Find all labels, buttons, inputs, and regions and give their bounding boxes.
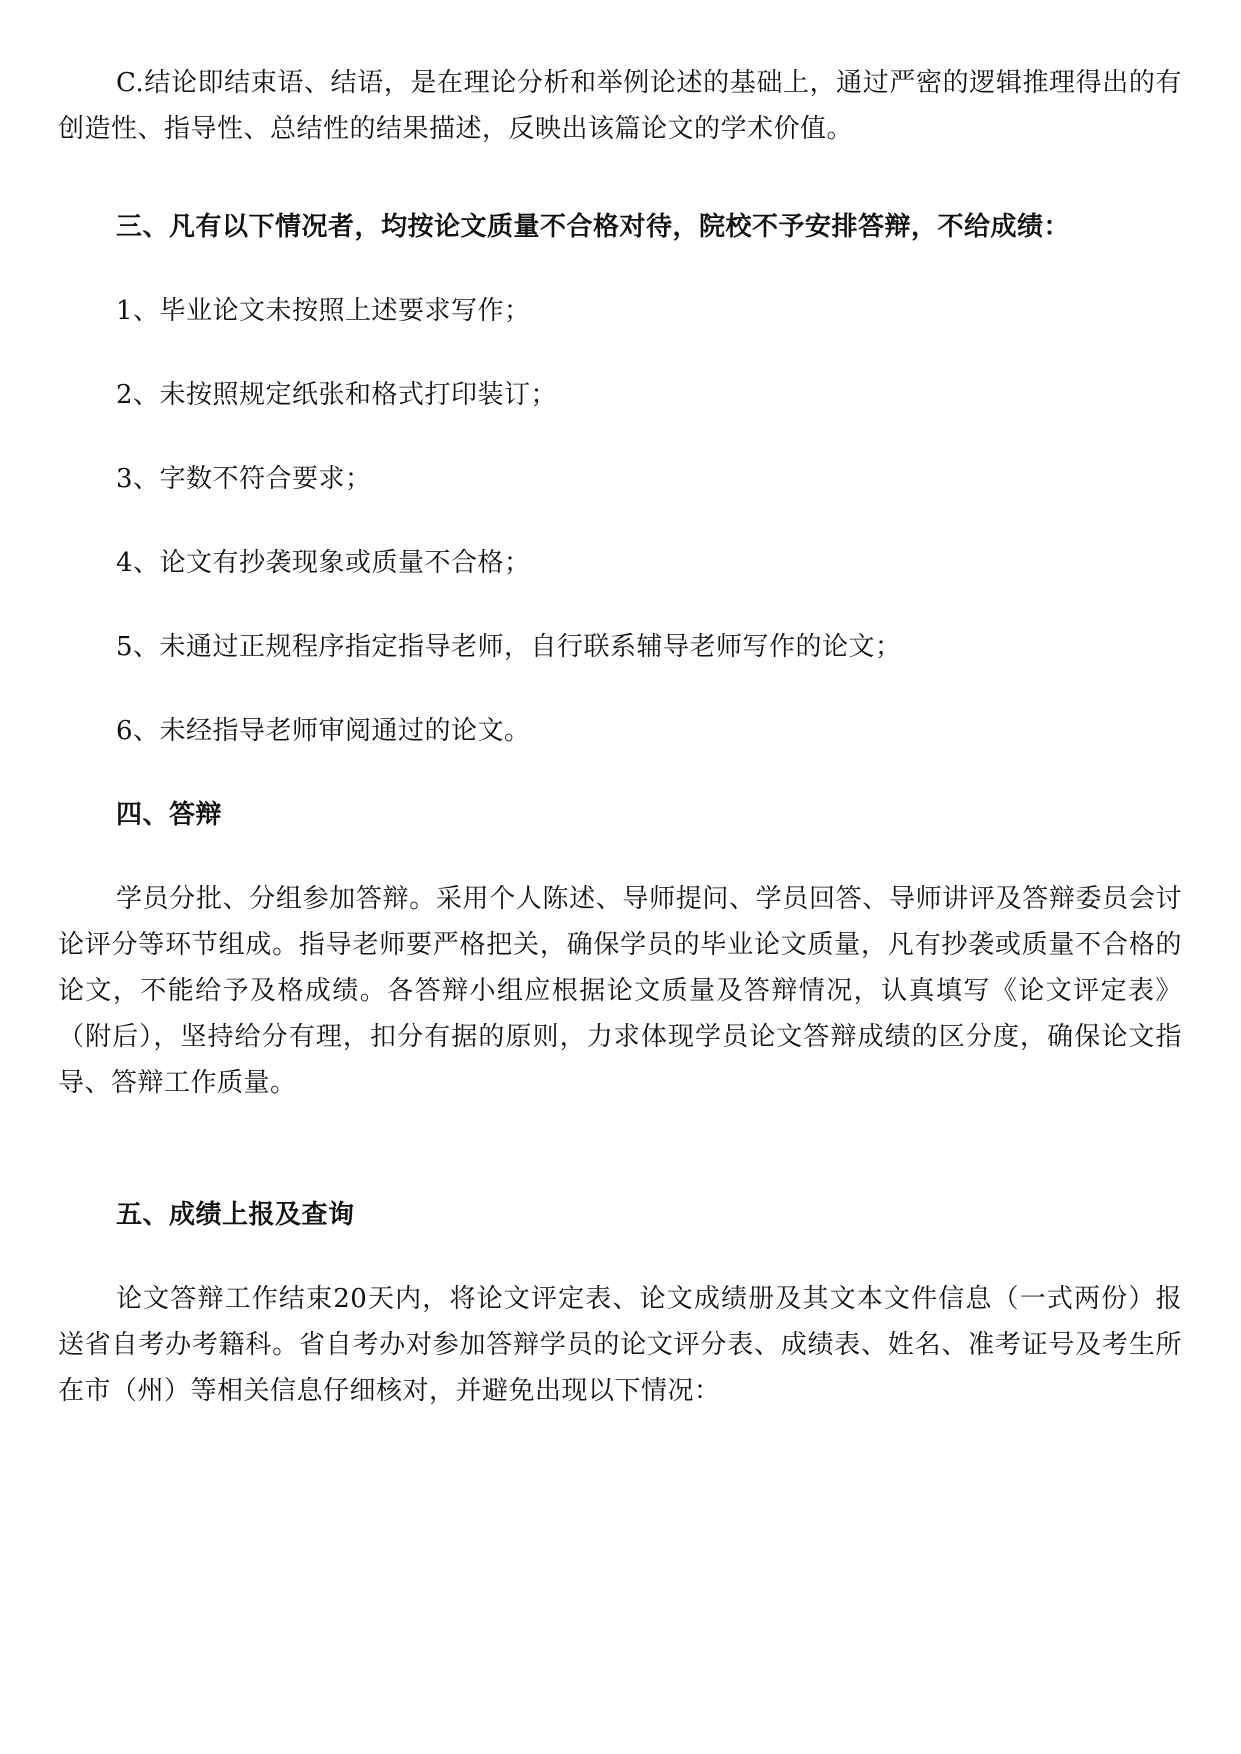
section-three-item-4: 4、论文有抄袭现象或质量不合格； [116,548,531,578]
section-three-item-2: 2、未按照规定纸张和格式打印装订； [116,380,558,410]
paragraph-conclusion: C.结论即结束语、结语，是在理论分析和举例论述的基础上，通过严密的逻辑推理得出的有创造性、指导性、总结性的结果描述，反映出该篇论文的学术价值。 [58,68,1182,144]
section-five-heading: 五、成绩上报及查询 [116,1200,355,1230]
section-four-body: 学员分批、分组参加答辩。采用个人陈述、导师提问、学员回答、导师讲评及答辩委员会讨论评分等环节组成。指导老师要严格把关，确保学员的毕业论文质量，凡有抄袭或质量不合格的论文，不能给予及格成绩。各答辩小组应根据论文质量及答辩情况，认真填写《论文评定表》（附后），坚持给分有理，扣分有据的原则，力求体现学员论文答辩成绩的区分度，确保论文指导、答辩工作质量。 [58,884,1182,1098]
section-five-body: 论文答辩工作结束20天内，将论文评定表、论文成绩册及其文本文件信息（一式两份）报送省自考办考籍科。省自考办对参加答辩学员的论文评分表、成绩表、姓名、准考证号及考生所在市（州）等相关信息仔细核对，并避免出现以下情况： [58,1284,1182,1406]
section-four-heading: 四、答辩 [116,800,223,830]
section-three-item-3: 3、字数不符合要求； [116,464,372,494]
section-three-item-5: 5、未通过正规程序指定指导老师，自行联系辅导老师写作的论文； [116,632,902,662]
section-three-heading: 三、凡有以下情况者，均按论文质量不合格对待，院校不予安排答辩，不给成绩： [116,212,1071,242]
section-three-item-1: 1、毕业论文未按照上述要求写作； [116,296,531,326]
section-three-item-6: 6、未经指导老师审阅通过的论文。 [116,716,531,746]
